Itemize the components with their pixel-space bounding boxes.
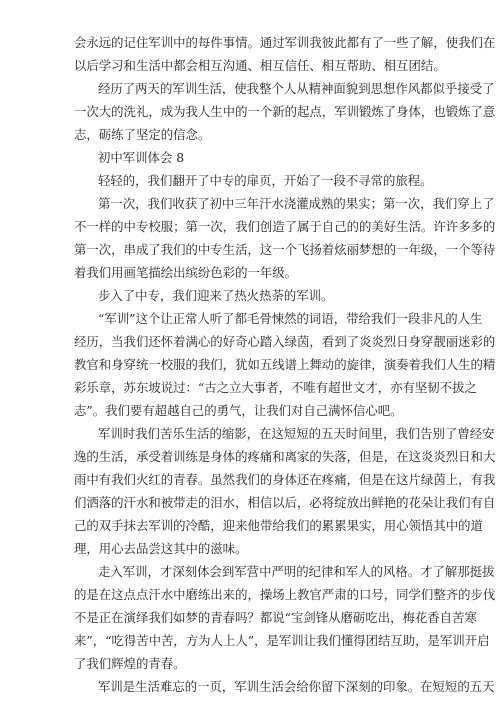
text-line: 不是正在演绎我们如梦的青春吗？都说“宝剑锋从磨砺吃出，梅花香自苦寒 [74, 610, 477, 625]
text-line: 志，砺练了坚定的信念。 [74, 127, 211, 142]
text-line: 逸的生活，承受着训练是身体的疼痛和离家的失落，但是，在这炎炎烈日和大 [74, 449, 496, 464]
text-line: 们洒落的汗水和被带走的泪水，相信以后，必将绽放出鲜艳的花朵让我们有自 [74, 495, 496, 510]
section-heading: 初中军训体会 8 [98, 150, 185, 165]
text-line: 以后学习和生活中都会相互沟通、相互信任、相互帮助、相互团结。 [74, 58, 446, 73]
text-line: 理，用心去品尝这其中的滋味。 [74, 541, 248, 556]
text-line: 志”。我们要有超越自己的勇气，让我们对自己满怀信心吧。 [74, 403, 403, 418]
text-line: 来”，“吃得苦中苦，方为人上人”，是军训让我们懂得团结互助，是军训开启 [74, 633, 490, 648]
text-line: 经历了两天的军训生活，使我整个人从精神面貌到思想作风都似乎接受了 [98, 81, 495, 96]
text-line: 了我们辉煌的青春。 [74, 656, 186, 671]
text-line: 走入军训，才深刻体会到军营中严明的纪律和军人的风格。才了解那挺拔 [98, 564, 495, 579]
text-line: “军训”这个让正常人听了都毛骨悚然的词语，带给我们一段非凡的人生 [98, 311, 483, 326]
text-line: 教官和身穿统一校服的我们，犹如五线谱上舞动的旋律，演奏着我们人生的精 [74, 357, 496, 372]
text-line: 第一次，我们收获了初中三年汗水浇灌成熟的果实；第一次，我们穿上了 [98, 196, 495, 211]
text-line: 彩乐章，苏东坡说过：“古之立大事者，不唯有超世文才，亦有坚韧不拔之 [74, 380, 477, 395]
text-line: 的是在这点点汗水中磨练出来的，操场上教官严肃的口号，同学们整齐的步伐 [74, 587, 496, 602]
text-line: 轻轻的，我们翻开了中专的扉页，开始了一段不寻常的旅程。 [98, 173, 433, 188]
text-line: 经历，当我们还怀着满心的好奇心踏入绿茵，看到了炎炎烈日身穿靓丽迷彩的 [74, 334, 496, 349]
text-line: 不一样的中专校服；第一次，我们创造了属于自己的的美好生活。许许多多的 [74, 219, 496, 234]
text-line: 第一次，串成了我们的中专生活，这一个飞扬着炫丽梦想的一年级，一个等待 [74, 242, 496, 257]
text-line: 军训时我们苦乐生活的缩影，在这短短的五天时间里，我们告别了曾经安 [98, 426, 495, 441]
text-line: 着我们用画笔描绘出缤纷色彩的一年级。 [74, 265, 298, 280]
text-line: 步入了中专，我们迎来了热火热荼的军训。 [98, 288, 334, 303]
text-line: 己的双手抹去军训的冷酷，迎来他带给我们的累累果实，用心领悟其中的道 [74, 518, 483, 533]
text-line: 雨中有我们火红的青春。虽然我们的身体还在疼痛，但是在这片绿茵上，有我 [74, 472, 496, 487]
text-line: 会永远的记住军训中的每件事情。通过军训我彼此都有了一些了解，使我们在 [74, 35, 496, 50]
text-line: 一次大的洗礼，成为我人生中的一个新的起点，军训锻炼了身体，也锻炼了意 [74, 104, 496, 119]
text-line: 军训是生活难忘的一页，军训生活会给你留下深刻的印象。在短短的五天 [98, 679, 495, 694]
